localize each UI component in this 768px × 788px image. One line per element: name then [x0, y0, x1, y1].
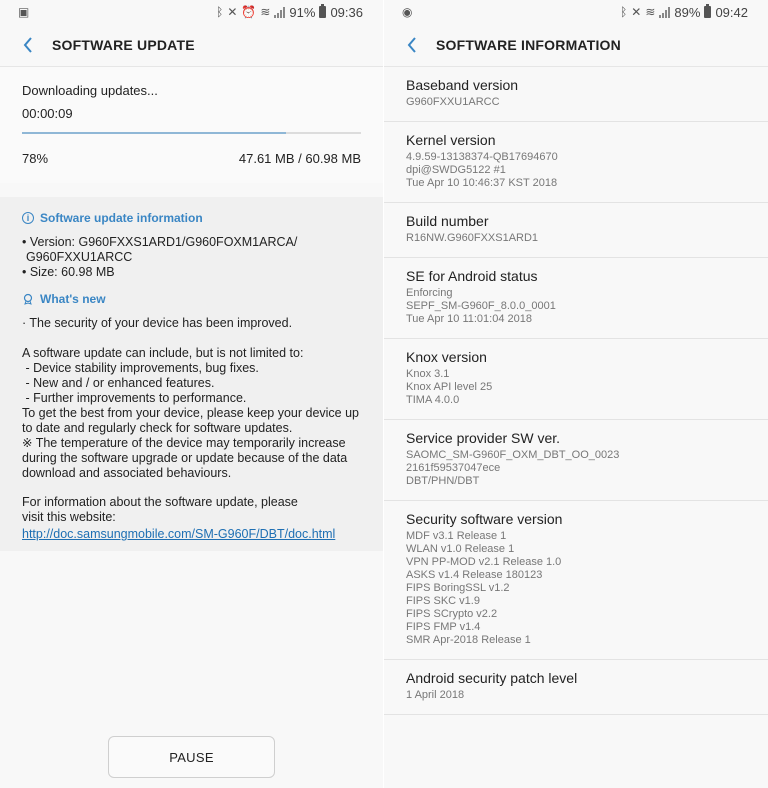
whats-new-icon — [22, 293, 34, 305]
notification-icon: ▣ — [18, 5, 30, 19]
info-item[interactable] — [384, 258, 768, 339]
info-item[interactable] — [384, 420, 768, 501]
status-bar — [0, 0, 383, 24]
bluetooth-icon: ᛒ — [216, 5, 224, 19]
battery-icon — [704, 6, 711, 18]
page-title: SOFTWARE UPDATE — [52, 37, 195, 53]
info-item-value: Enforcing — [406, 287, 453, 299]
detail-line: - New and / or enhanced features. — [22, 376, 215, 390]
detail-line: download and associated behaviours. — [22, 466, 232, 480]
doc-link[interactable]: http://doc.samsungmobile.com/SM-G960F/DBT/doc.html — [22, 527, 336, 541]
wifi-icon: ≋ — [645, 5, 656, 19]
info-item[interactable] — [384, 339, 768, 420]
footer-line-1: For information about the software update, please — [22, 495, 298, 509]
detail-line: to date and regularly check for software updates. — [22, 421, 293, 435]
progress-fill — [22, 132, 286, 134]
update-info-section — [0, 197, 383, 551]
update-info-heading — [22, 211, 361, 225]
info-item-label: Security software version — [406, 511, 563, 527]
info-icon: i — [22, 212, 34, 224]
download-size: 47.61 MB / 60.98 MB — [238, 151, 361, 166]
info-item-label: Service provider SW ver. — [406, 430, 561, 446]
info-item-label: Kernel version — [406, 132, 496, 148]
version-line-1: • Version: G960FXXS1ARD1/G960FOXM1ARCA/ — [22, 235, 298, 249]
app-bar — [0, 24, 383, 66]
info-item-label: Android security patch level — [406, 670, 578, 686]
app-bar — [384, 24, 768, 66]
info-item-value: DBT/PHN/DBT — [406, 475, 480, 487]
info-item[interactable] — [384, 122, 768, 203]
download-stats — [22, 151, 361, 166]
whats-new-heading — [22, 292, 361, 306]
detail-line: during the software upgrade or update because of the data — [22, 451, 348, 465]
info-item-value: 4.9.59-13138374-QB17694670 — [406, 151, 558, 163]
battery-percent: 91% — [289, 4, 316, 20]
elapsed-time: 00:00:09 — [22, 106, 73, 121]
info-item-value: Knox API level 25 — [406, 381, 493, 393]
size-line: • Size: 60.98 MB — [22, 265, 115, 279]
version-line-2: G960FXXU1ARCC — [26, 250, 133, 264]
battery-percent: 89% — [674, 4, 701, 20]
page-title: SOFTWARE INFORMATION — [436, 37, 621, 53]
info-item[interactable] — [384, 660, 768, 715]
mute-icon: ✕ — [227, 5, 238, 19]
info-item-value: ASKS v1.4 Release 180123 — [406, 569, 543, 581]
info-item-value: dpi@SWDG5122 #1 — [406, 164, 506, 176]
info-item[interactable] — [384, 67, 768, 122]
info-item-value: FIPS SKC v1.9 — [406, 595, 480, 607]
back-arrow-icon[interactable] — [402, 35, 422, 55]
mute-icon: ✕ — [631, 5, 642, 19]
footer-line-2: visit this website: — [22, 510, 116, 524]
info-item-label: Knox version — [406, 349, 487, 365]
detail-line: - Further improvements to performance. — [22, 391, 247, 405]
download-section — [0, 67, 383, 183]
whats-new-line: · The security of your device has been improved. — [22, 316, 293, 330]
detail-line: - Device stability improvements, bug fixes. — [22, 361, 259, 375]
wifi-icon: ≋ — [260, 5, 271, 19]
info-item-value: 1 April 2018 — [406, 689, 465, 701]
info-item-value: R16NW.G960FXXS1ARD1 — [406, 232, 539, 244]
info-item-label: SE for Android status — [406, 268, 538, 284]
whats-new-details — [22, 346, 361, 481]
signal-icon — [274, 7, 285, 18]
info-item-label: Build number — [406, 213, 489, 229]
info-item-label: Baseband version — [406, 77, 519, 93]
status-time: 09:42 — [715, 4, 748, 20]
software-info-list — [384, 67, 768, 715]
software-information-screen — [384, 0, 768, 788]
info-item-value: Tue Apr 10 10:46:37 KST 2018 — [406, 177, 558, 189]
info-item-value: TIMA 4.0.0 — [406, 394, 460, 406]
info-item-value: WLAN v1.0 Release 1 — [406, 543, 515, 555]
signal-icon — [659, 7, 670, 18]
info-item-value: MDF v3.1 Release 1 — [406, 530, 507, 542]
info-item-value: G960FXXU1ARCC — [406, 96, 500, 108]
info-item-value: Knox 3.1 — [406, 368, 450, 380]
info-item-value: VPN PP-MOD v2.1 Release 1.0 — [406, 556, 562, 568]
info-item-value: SAOMC_SM-G960F_OXM_DBT_OO_0023 — [406, 449, 620, 461]
notification-dot-icon: ◉ — [402, 5, 413, 19]
info-item[interactable] — [384, 501, 768, 660]
bluetooth-icon: ᛒ — [620, 5, 628, 19]
whats-new-heading-text: What's new — [40, 292, 106, 306]
info-item-value: SEPF_SM-G960F_8.0.0_0001 — [406, 300, 556, 312]
detail-line: ※ The temperature of the device may temporarily increase — [22, 436, 346, 450]
download-status: Downloading updates... — [22, 83, 158, 98]
back-arrow-icon[interactable] — [18, 35, 38, 55]
update-info-heading-text: Software update information — [40, 211, 203, 225]
info-item-value: 2161f59537047ece — [406, 462, 501, 474]
battery-icon — [319, 6, 326, 18]
pause-button[interactable]: PAUSE — [108, 736, 275, 778]
status-time: 09:36 — [330, 4, 363, 20]
download-percent: 78% — [22, 151, 49, 166]
info-item-value: FIPS SCrypto v2.2 — [406, 608, 498, 620]
download-progress-bar — [22, 132, 361, 134]
info-item-value: Tue Apr 10 11:01:04 2018 — [406, 313, 532, 325]
info-item-value: SMR Apr-2018 Release 1 — [406, 634, 531, 646]
info-item-value: FIPS FMP v1.4 — [406, 621, 481, 633]
status-bar — [384, 0, 768, 24]
detail-line: To get the best from your device, please keep your device up — [22, 406, 359, 420]
alarm-icon: ⏰ — [241, 5, 257, 19]
info-item[interactable] — [384, 203, 768, 258]
info-item-value: FIPS BoringSSL v1.2 — [406, 582, 510, 594]
detail-line: A software update can include, but is not limited to: — [22, 346, 304, 360]
